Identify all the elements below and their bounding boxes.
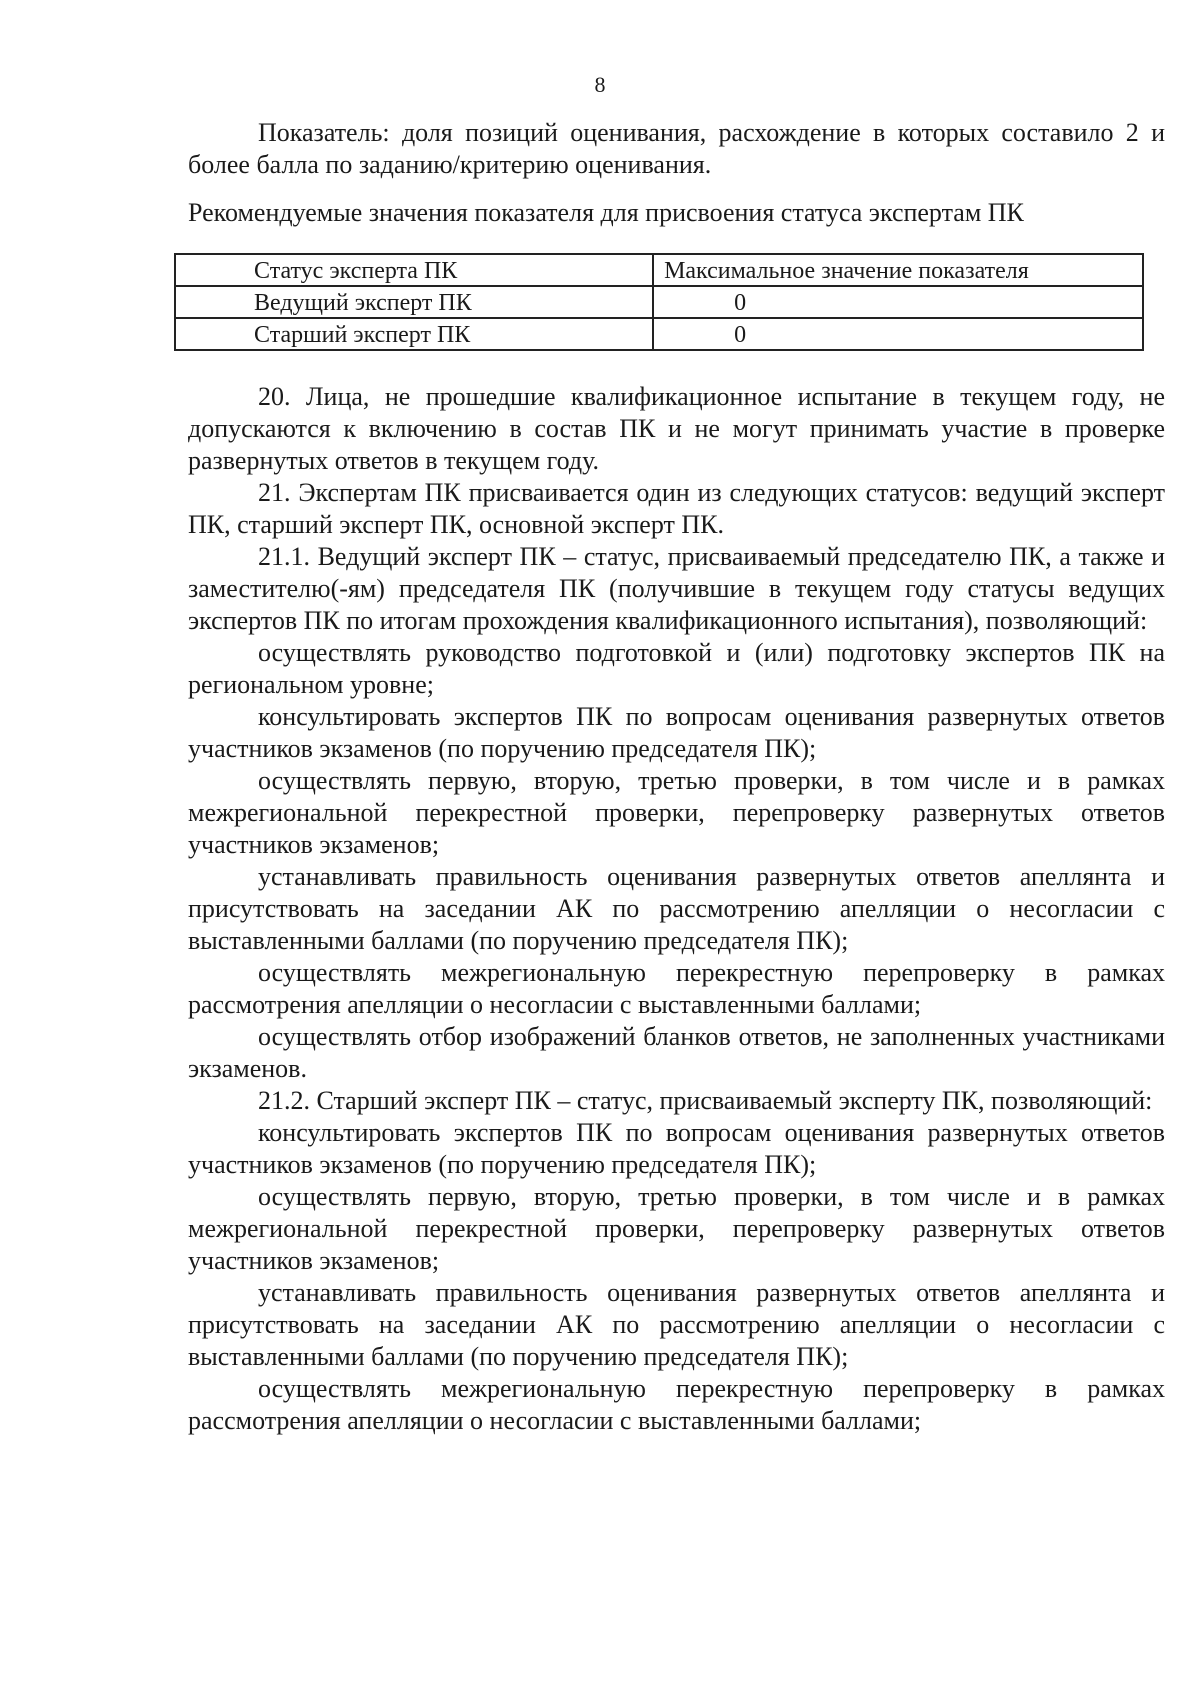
status-table bbox=[174, 253, 1144, 351]
list-item: консультировать экспертов ПК по вопросам оценивания развернутых ответов участников экзаменов (по поручению председателя ПК); bbox=[188, 1118, 1165, 1179]
table-cell-status: Ведущий эксперт ПК bbox=[175, 286, 653, 318]
list-item: осуществлять межрегиональную перекрестную перепроверку в рамках рассмотрения апелляции о несогласии с выставленными баллами; bbox=[188, 1374, 1165, 1435]
paragraph-21: 21. Экспертам ПК присваивается один из следующих статусов: ведущий эксперт ПК, старший эксперт ПК, основной эксперт ПК. bbox=[188, 478, 1165, 539]
list-item: устанавливать правильность оценивания развернутых ответов апеллянта и присутствовать на заседании АК по рассмотрению апелляции о несогласии с выставленными баллами (по поручению председателя ПК); bbox=[188, 1278, 1165, 1371]
table-header-row bbox=[175, 254, 1143, 286]
document-body bbox=[188, 117, 1165, 1437]
list-item: устанавливать правильность оценивания развернутых ответов апеллянта и присутствовать на заседании АК по рассмотрению апелляции о несогласии с выставленными баллами (по поручению председателя ПК); bbox=[188, 862, 1165, 955]
list-item: осуществлять руководство подготовкой и (или) подготовку экспертов ПК на региональном уровне; bbox=[188, 638, 1165, 699]
indicator-paragraph: Показатель: доля позиций оценивания, расхождение в которых составило 2 и более балла по заданию/критерию оценивания. bbox=[188, 118, 1165, 179]
paragraph-21-1: 21.1. Ведущий эксперт ПК – статус, присваиваемый председателю ПК, а также и заместителю(-ям) председателя ПК (получившие в текущем году статусы ведущих экспертов ПК по итогам прохождения квалификационного испытания), позволяющий: bbox=[188, 542, 1165, 635]
list-item: осуществлять отбор изображений бланков ответов, не заполненных участниками экзаменов. bbox=[188, 1022, 1165, 1083]
list-item: консультировать экспертов ПК по вопросам оценивания развернутых ответов участников экзаменов (по поручению председателя ПК); bbox=[188, 702, 1165, 763]
table-cell-value: 0 bbox=[653, 286, 1143, 318]
recommended-values-caption: Рекомендуемые значения показателя для присвоения статуса экспертам ПК bbox=[188, 198, 1024, 227]
table-header-status: Статус эксперта ПК bbox=[175, 254, 653, 286]
table-header-max-value: Максимальное значение показателя bbox=[653, 254, 1143, 286]
table-row bbox=[175, 286, 1143, 318]
table-row bbox=[175, 318, 1143, 350]
page-number: 8 bbox=[594, 72, 606, 97]
paragraph-21-2: 21.2. Старший эксперт ПК – статус, присваиваемый эксперту ПК, позволяющий: bbox=[258, 1086, 1153, 1115]
list-item: осуществлять межрегиональную перекрестную перепроверку в рамках рассмотрения апелляции о несогласии с выставленными баллами; bbox=[188, 958, 1165, 1019]
list-item: осуществлять первую, вторую, третью проверки, в том числе и в рамках межрегиональной перекрестной проверки, перепроверку развернутых ответов участников экзаменов; bbox=[188, 1182, 1165, 1275]
paragraph-20: 20. Лица, не прошедшие квалификационное испытание в текущем году, не допускаются к включению в состав ПК и не могут принимать участие в проверке развернутых ответов в текущем году. bbox=[188, 382, 1165, 475]
table-cell-status: Старший эксперт ПК bbox=[175, 318, 653, 350]
list-item: осуществлять первую, вторую, третью проверки, в том числе и в рамках межрегиональной перекрестной проверки, перепроверку развернутых ответов участников экзаменов; bbox=[188, 766, 1165, 859]
table-cell-value: 0 bbox=[653, 318, 1143, 350]
